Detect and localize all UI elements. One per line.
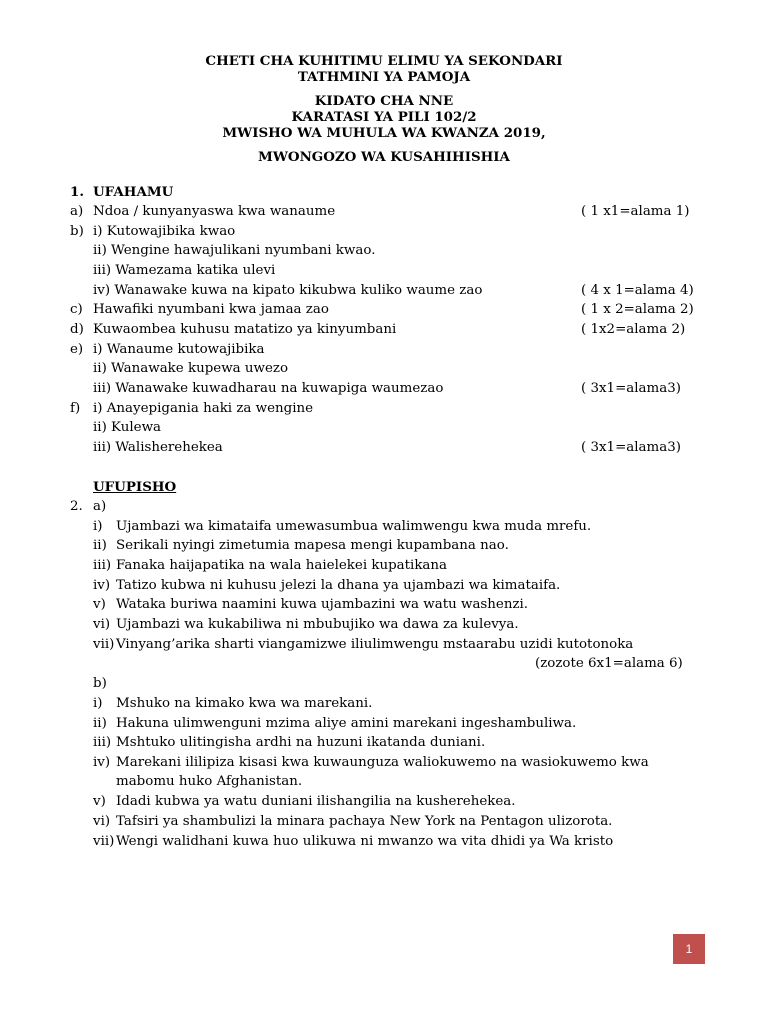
q1f-marks: ( 3x1=alama3) — [581, 440, 681, 455]
q2a-item-num: i) — [93, 519, 103, 534]
q2a-item-num: v) — [93, 597, 106, 612]
q2a-item-text: Wataka buriwa naamini kuwa ujambazini wa watu washenzi. — [116, 597, 529, 612]
q2b-item-text: Mshtuko ulitingisha ardhi na huzuni ikatanda duniani. — [116, 735, 486, 750]
q1b-i: i) Kutowajibika kwao — [93, 224, 236, 239]
q2a-item-text: Fanaka haijapatika na wala haielekei kupatikana — [116, 558, 448, 573]
page-number-badge: 1 — [673, 934, 705, 964]
q2a-item-num: vii) — [93, 637, 115, 652]
q1b-iii: iii) Wamezama katika ulevi — [93, 263, 276, 278]
q2b-item-num: iv) — [93, 755, 111, 770]
q1a-marks: ( 1 x1=alama 1) — [581, 204, 690, 219]
header-line-1: CHETI CHA KUHITIMU ELIMU YA SEKONDARI — [205, 53, 563, 69]
q2b-item-num: ii) — [93, 716, 107, 731]
q2b-item-text: Tafsiri ya shambulizi la minara pachaya New York na Pentagon ulizorota. — [116, 814, 613, 829]
q2b-item-num: vi) — [93, 814, 111, 829]
q2a-item-num: iii) — [93, 558, 112, 573]
header-line-5: MWISHO WA MUHULA WA KWANZA 2019, — [222, 125, 546, 141]
q1f-label: f) — [70, 401, 81, 416]
header-line-3: KIDATO CHA NNE — [314, 93, 454, 109]
q2b-item-text: Idadi kubwa ya watu duniani ilishangilia na kusherehekea. — [116, 794, 516, 809]
q2b-item-num: vii) — [93, 834, 115, 849]
q1b-label: b) — [70, 224, 84, 239]
q2b-item-text: Wengi walidhani kuwa huo ulikuwa ni mwanzo wa vita dhidi ya Wa kristo — [116, 834, 614, 849]
q2b-item-num: iii) — [93, 735, 112, 750]
q1f-iii: iii) Walisherehekea — [93, 440, 223, 455]
section-1-number: 1. — [70, 184, 84, 200]
section-2-number: 2. — [70, 499, 83, 514]
q1a-label: a) — [70, 204, 84, 219]
q1b-marks: ( 4 x 1=alama 4) — [581, 283, 694, 298]
header-line-4: KARATASI YA PILI 102/2 — [291, 109, 477, 125]
q2a-item-num: ii) — [93, 538, 107, 553]
q1c-marks: ( 1 x 2=alama 2) — [581, 302, 694, 317]
q2b-item-text-cont: mabomu huko Afghanistan. — [116, 774, 303, 789]
header-line-6: MWONGOZO WA KUSAHIHISHIA — [258, 149, 510, 165]
q2a-item-text: Serikali nyingi zimetumia mapesa mengi kupambana nao. — [116, 538, 509, 553]
q2b-item-text: Marekani ililipiza kisasi kwa kuwaunguza waliokuwemo na wasiokuwemo kwa — [116, 755, 649, 770]
q2a-item-text: Ujambazi wa kukabiliwa ni mbubujiko wa dawa za kulevya. — [116, 617, 519, 632]
section-2-title: UFUPISHO — [93, 479, 177, 495]
q1e-marks: ( 3x1=alama3) — [581, 381, 681, 396]
q2a-marks: (zozote 6x1=alama 6) — [535, 656, 683, 671]
q2a-item-num: vi) — [93, 617, 111, 632]
q1c-text: Hawafiki nyumbani kwa jamaa zao — [93, 302, 329, 317]
q1b-ii: ii) Wengine hawajulikani nyumbani kwao. — [93, 243, 376, 258]
q2b-item-text: Mshuko na kimako kwa wa marekani. — [116, 696, 373, 711]
q1c-label: c) — [70, 302, 83, 317]
q1a-text: Ndoa / kunyanyaswa kwa wanaume — [93, 204, 336, 219]
q1b-iv: iv) Wanawake kuwa na kipato kikubwa kuliko waume zao — [93, 283, 483, 298]
section-1-title: UFAHAMU — [93, 184, 174, 200]
q2a-item-text: Tatizo kubwa ni kuhusu jelezi la dhana ya ujambazi wa kimataifa. — [116, 578, 561, 593]
q2a-item-text: Vinyang’arika sharti viangamizwe iliulimwengu mstaarabu uzidi kutotonoka — [116, 637, 634, 652]
q1e-iii: iii) Wanawake kuwadharau na kuwapiga waumezao — [93, 381, 444, 396]
q2b-label: b) — [93, 676, 107, 691]
q2a-label: a) — [93, 499, 107, 514]
q2b-item-num: v) — [93, 794, 106, 809]
q1d-label: d) — [70, 322, 84, 337]
q1f-i: i) Anayepigania haki za wengine — [93, 401, 314, 416]
q1d-text: Kuwaombea kuhusu matatizo ya kinyumbani — [93, 322, 397, 337]
q1e-ii: ii) Wanawake kupewa uwezo — [93, 361, 289, 376]
q2b-item-text: Hakuna ulimwenguni mzima aliye amini marekani ingeshambuliwa. — [116, 716, 577, 731]
q1d-marks: ( 1x2=alama 2) — [581, 322, 686, 337]
q1e-label: e) — [70, 342, 84, 357]
q1e-i: i) Wanaume kutowajibika — [93, 342, 265, 357]
q2a-item-num: iv) — [93, 578, 111, 593]
q1f-ii: ii) Kulewa — [93, 420, 162, 435]
q2b-item-num: i) — [93, 696, 103, 711]
header-line-2: TATHMINI YA PAMOJA — [297, 69, 471, 85]
q2a-item-text: Ujambazi wa kimataifa umewasumbua walimwengu kwa muda mrefu. — [116, 519, 592, 534]
